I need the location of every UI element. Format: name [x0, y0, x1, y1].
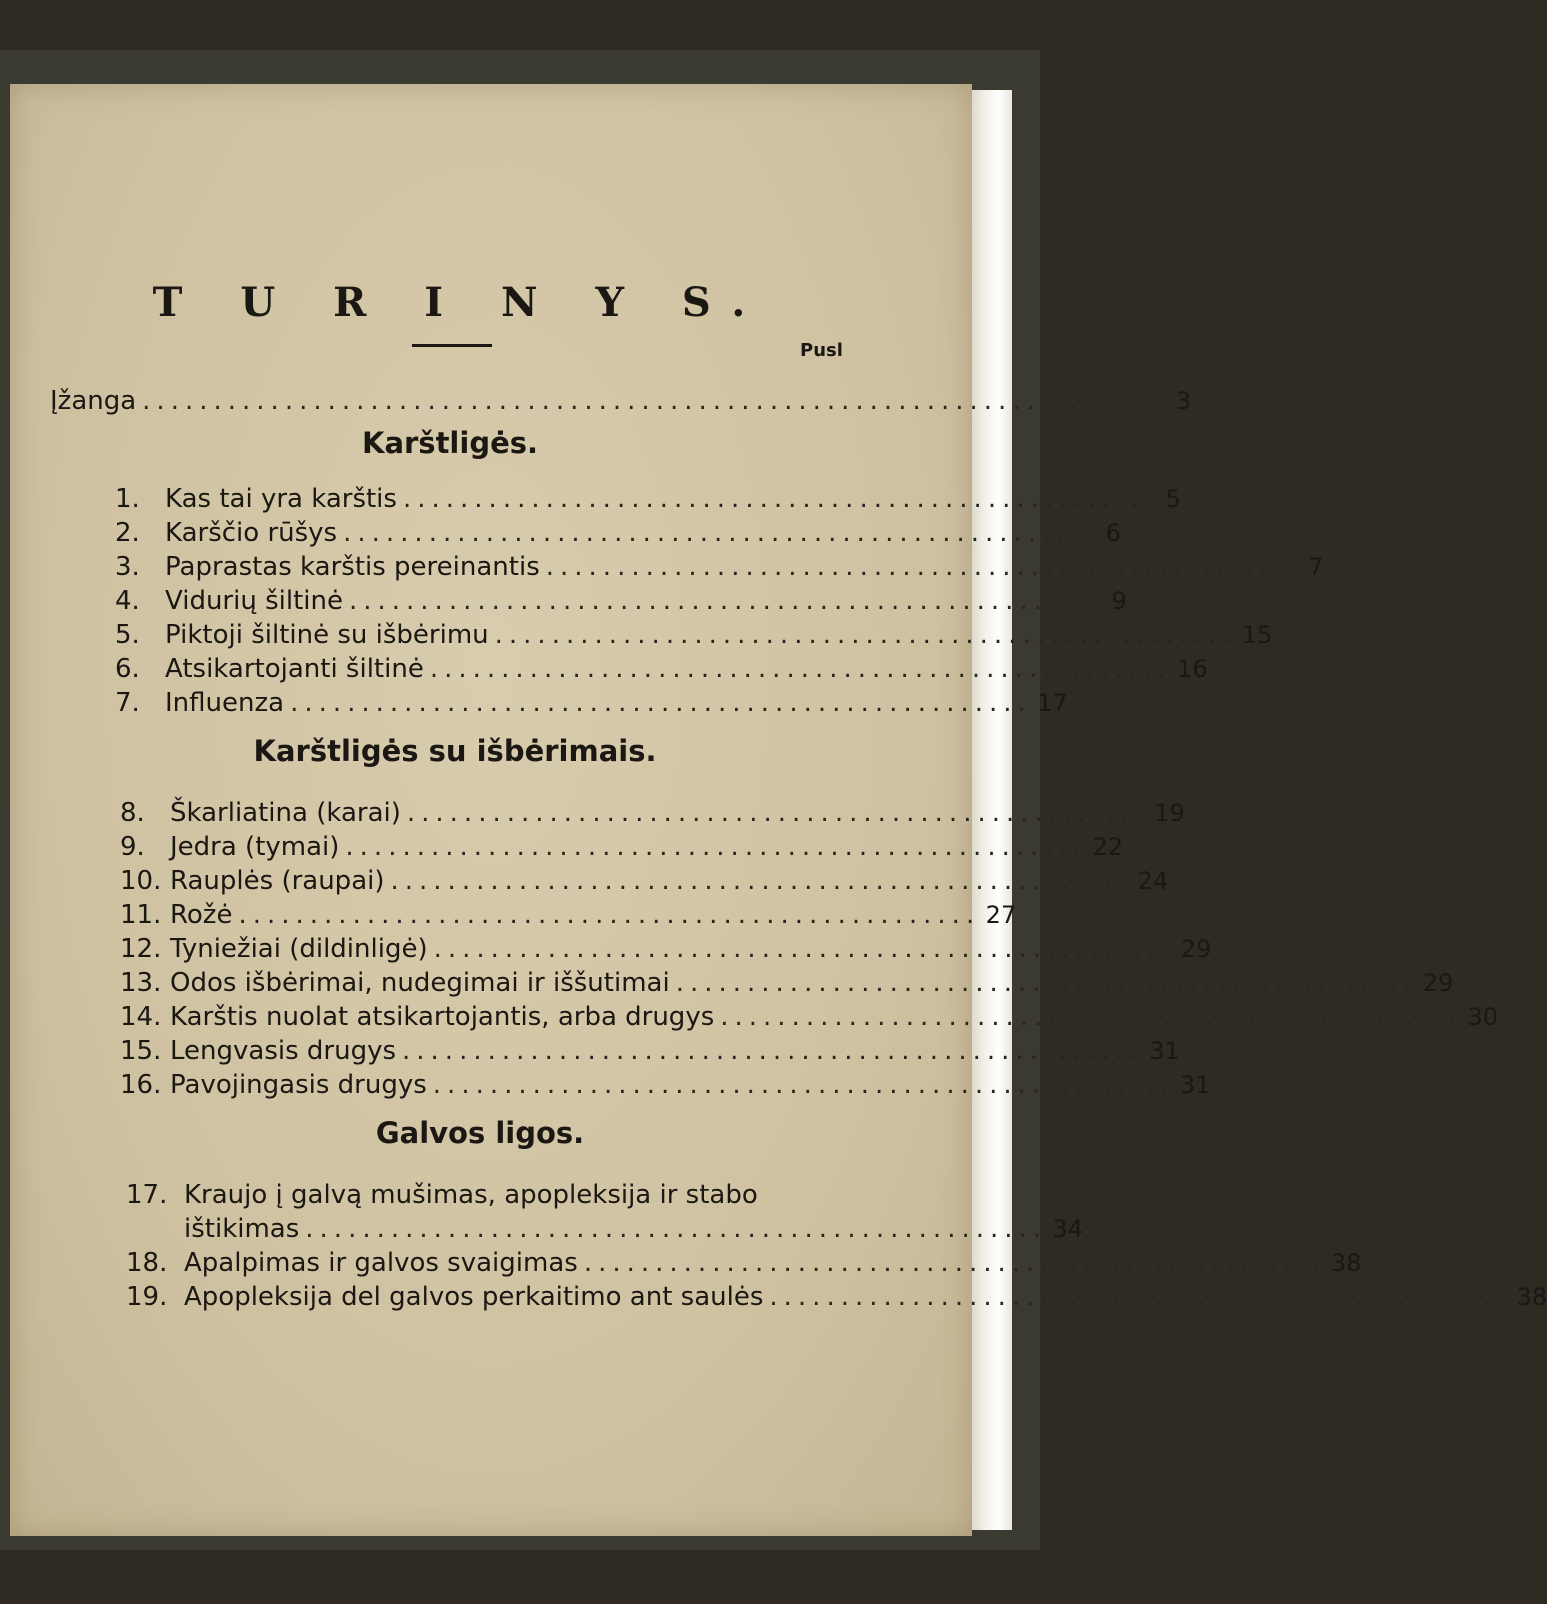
title-rule [412, 344, 492, 347]
toc-row: 13. Odos išbėrimai, nudegimai ir iššutimai .................................................... 29 [120, 968, 1454, 998]
book-page [10, 84, 1547, 1536]
section-heading: Galvos ligos. [375, 1116, 585, 1150]
toc-row: 1. Kas tai yra karštis .................................................... 5 [115, 484, 1181, 514]
toc-row: 6. Atsikartojanti šiltinė .................................................... 16 [115, 654, 1208, 684]
toc-row: 14. Karštis nuolat atsikartojantis, arba drugys .................................................... 30 [120, 1002, 1499, 1032]
toc-row: 7. Influenza .................................................... 17 [115, 688, 1068, 718]
toc-row: 10. Rauplės (raupai) .................................................... 24 [120, 866, 1169, 896]
toc-row: 16. Pavojingasis drugys .................................................... 31 [120, 1070, 1211, 1100]
toc-row: 2. Karščio rūšys .................................................... 6 [115, 518, 1121, 548]
toc-page: 3 [1175, 387, 1191, 415]
toc-row: 15. Lengvasis drugys .................................................... 31 [120, 1036, 1180, 1066]
toc-row: 9. Jedra (tymai) .................................................... 22 [120, 832, 1124, 862]
page-column-label: Pusl [800, 340, 843, 361]
toc-row: 8. Škarliatina (karai) .................................................... 19 [120, 798, 1185, 828]
section-heading: Karštligės. [361, 426, 539, 460]
toc-row: 19. Apopleksija del galvos perkaitimo ant saulės .................................................... 38 [126, 1282, 1547, 1312]
toc-row: 4. Vidurių šiltinė .................................................... 9 [115, 586, 1127, 616]
page-title: T U R I N Y S. [152, 279, 768, 326]
toc-row-intro [50, 384, 1191, 418]
toc-row: 5. Piktoji šiltinė su išbėrimu .................................................... 15 [115, 620, 1273, 650]
toc-row: ištikimas .................................................... 34 [184, 1214, 1084, 1244]
dot-leader: ....................................................................... [142, 386, 1155, 416]
toc-row: 11. Rožė .................................................... 27 [120, 900, 1017, 930]
toc-row: 18. Apalpimas ir galvos svaigimas .................................................... 38 [126, 1248, 1362, 1278]
toc-row: 3. Paprastas karštis pereinantis .................................................... 7 [115, 552, 1324, 582]
section-heading: Karštligės su išbėrimais. [253, 734, 657, 768]
toc-row: 12. Tyniežiai (dildinligė) .................................................... 29 [120, 934, 1212, 964]
toc-row-first-line: 17. Kraujo į galvą mušimas, apopleksija ir stabo [126, 1180, 758, 1210]
toc-label: Įžanga [50, 386, 137, 416]
